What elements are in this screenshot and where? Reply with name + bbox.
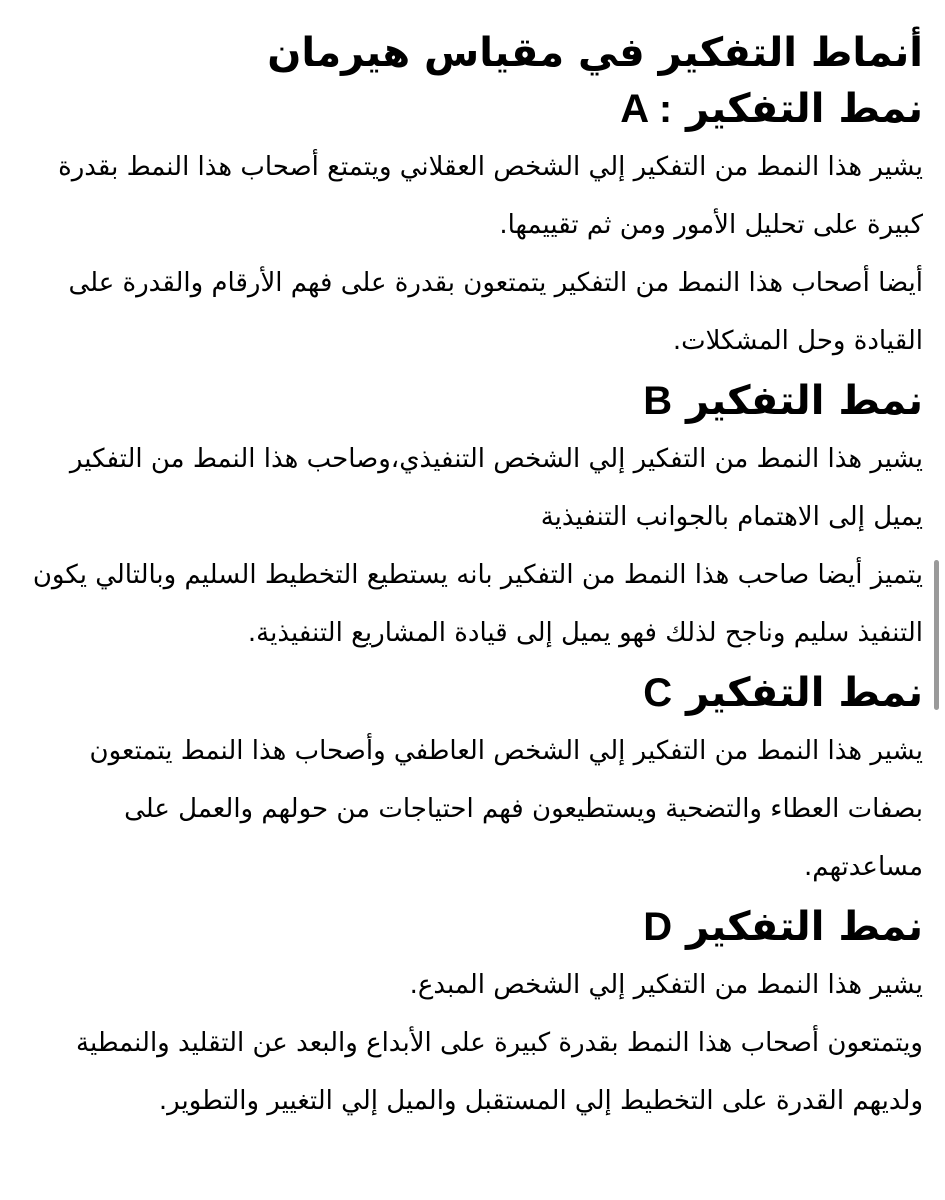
section-d bbox=[28, 902, 923, 1130]
section-a-paragraph-2: أيضا أصحاب هذا النمط من التفكير يتمتعون بقدرة على فهم الأرقام والقدرة على القيادة وحل المشكلات. bbox=[68, 268, 923, 356]
section-b-heading bbox=[28, 376, 923, 426]
section-c bbox=[28, 668, 923, 896]
section-b bbox=[28, 376, 923, 662]
section-b-heading-text: نمط التفكير bbox=[686, 378, 923, 424]
section-b-heading-letter: B bbox=[643, 379, 673, 423]
section-d-heading bbox=[28, 902, 923, 952]
section-d-paragraph-2: ويتمتعون أصحاب هذا النمط بقدرة كبيرة على الأبداع والبعد عن التقليد والنمطية ولديهم القدرة على التخطيط إلي المستقبل والميل إلي التغيير والتطوير. bbox=[76, 1028, 923, 1116]
section-b-paragraph-2: يتميز أيضا صاحب هذا النمط من التفكير بانه يستطيع التخطيط السليم وبالتالي يكون التنفيذ سليم وناجح لذلك فهو يميل إلى قيادة المشاريع التنفيذية. bbox=[32, 560, 923, 648]
section-b-paragraph-1: يشير هذا النمط من التفكير إلي الشخص التنفيذي،وصاحب هذا النمط من التفكير يميل إلى الاهتمام بالجوانب التنفيذية bbox=[69, 444, 923, 532]
section-a bbox=[28, 84, 923, 370]
section-a-heading bbox=[28, 84, 923, 134]
vertical-scrollbar[interactable] bbox=[934, 560, 939, 710]
section-c-paragraph-1: يشير هذا النمط من التفكير إلي الشخص العاطفي وأصحاب هذا النمط يتمتعون بصفات العطاء والتضحية ويستطيعون فهم احتياجات من حولهم والعمل على مساعدتهم. bbox=[89, 736, 923, 882]
section-d-heading-text: نمط التفكير bbox=[686, 904, 923, 950]
section-c-heading bbox=[28, 668, 923, 718]
section-a-paragraph-1: يشير هذا النمط من التفكير إلي الشخص العقلاني ويتمتع أصحاب هذا النمط بقدرة كبيرة على تحليل الأمور ومن ثم تقييمها. bbox=[58, 152, 923, 240]
section-c-heading-letter: C bbox=[643, 671, 673, 715]
section-d-paragraph-1: يشير هذا النمط من التفكير إلي الشخص المبدع. bbox=[409, 970, 923, 1000]
section-c-heading-text: نمط التفكير bbox=[686, 670, 923, 716]
section-a-heading-text: نمط التفكير bbox=[686, 86, 923, 132]
section-a-heading-letter: A : bbox=[620, 87, 673, 131]
document-page bbox=[28, 28, 923, 1130]
section-d-heading-letter: D bbox=[643, 905, 673, 949]
document-title: أنماط التفكير في مقياس هيرمان bbox=[267, 30, 923, 76]
